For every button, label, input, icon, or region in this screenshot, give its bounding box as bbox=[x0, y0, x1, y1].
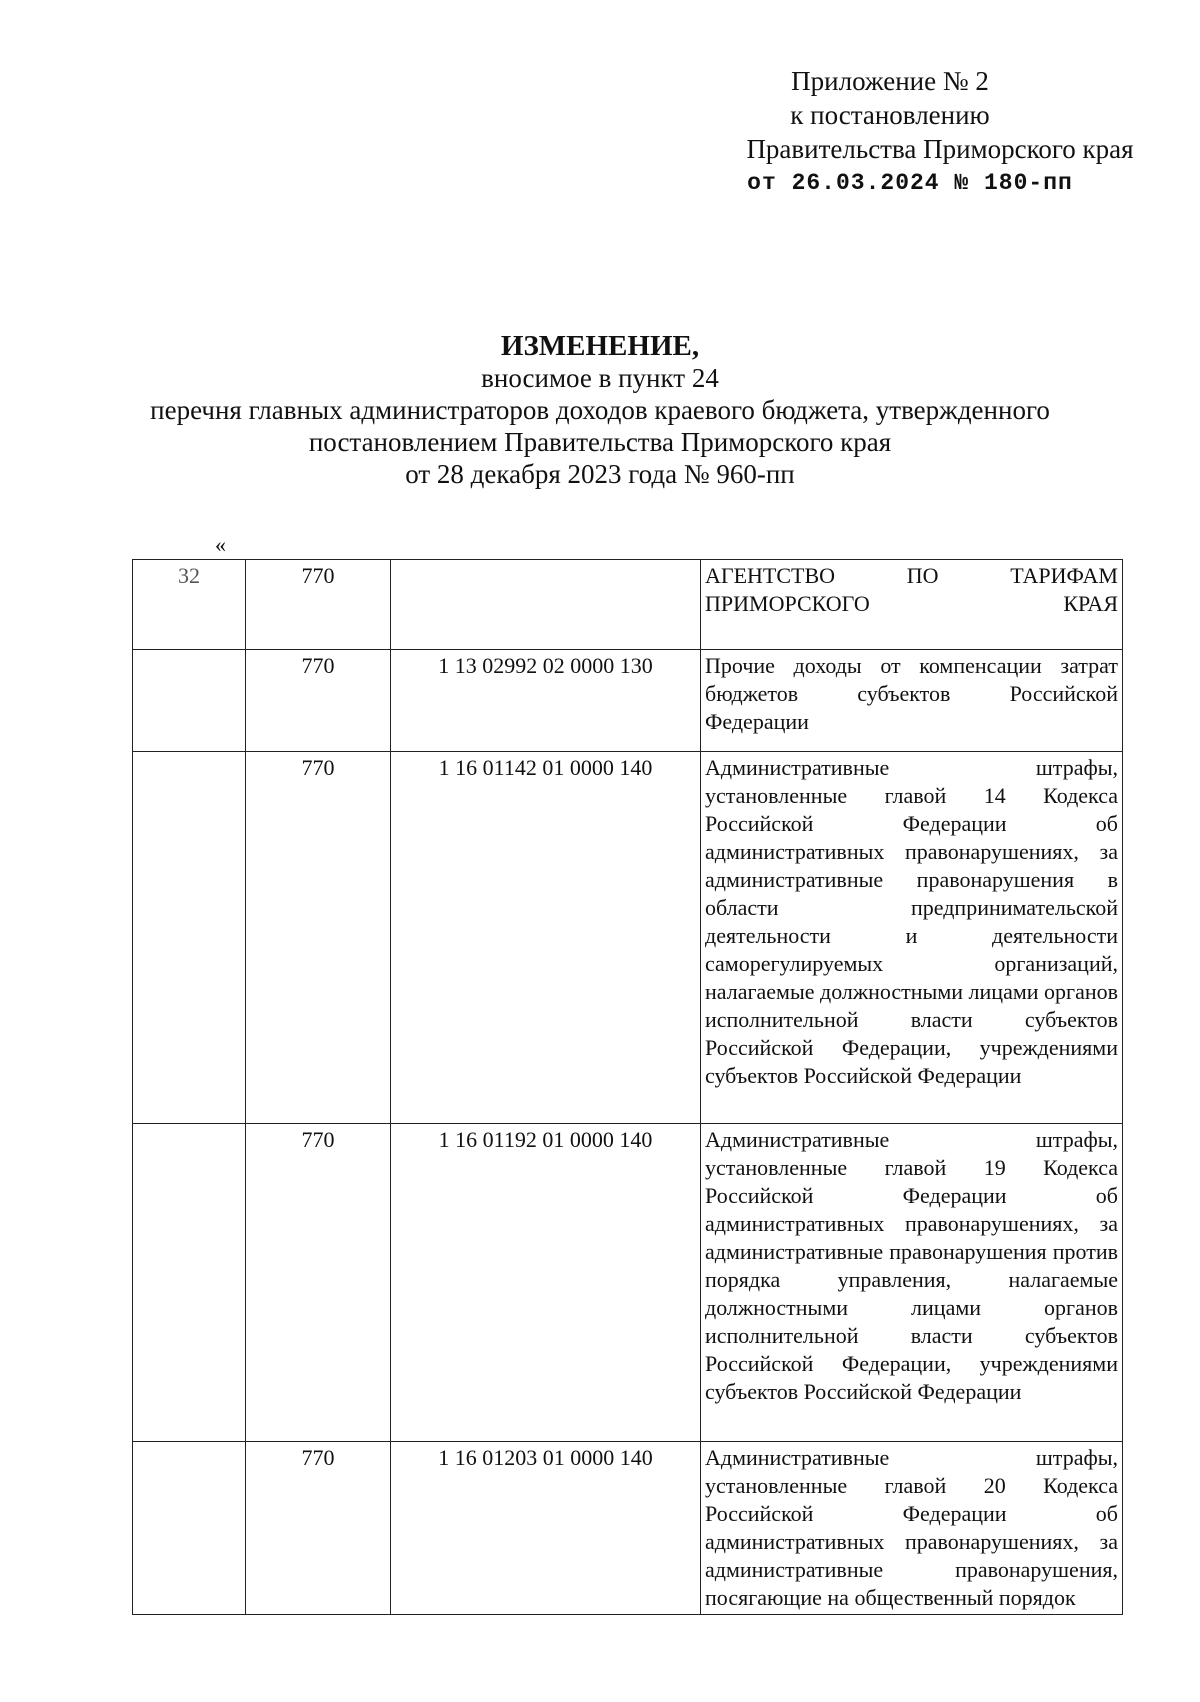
row-number-cell bbox=[133, 650, 246, 752]
revenue-administrators-table bbox=[132, 559, 1123, 1615]
appendix-header bbox=[640, 64, 1140, 200]
appendix-line-3: Правительства Приморского края bbox=[746, 134, 1134, 164]
revenue-code-cell: 1 16 01192 01 0000 140 bbox=[391, 1124, 701, 1442]
revenue-name-cell: Административные штрафы, установленные главой 20 Кодекса Российской Федерации об административных правонарушениях, за административные правонарушения, посягающие на общественный порядок bbox=[701, 1442, 1123, 1615]
administrator-code-cell: 770 bbox=[246, 1442, 391, 1615]
table-row bbox=[133, 560, 1123, 650]
revenue-code-cell bbox=[391, 560, 701, 650]
revenue-name-cell: Административные штрафы, установленные главой 14 Кодекса Российской Федерации об административных правонарушениях, за административные правонарушения в области предпринимательской деятельности и деятельности саморегулируемых организаций, налагаемые должностными лицами органов исполнительной власти субъектов Российской Федерации, учреждениями субъектов Российской Федерации bbox=[701, 752, 1123, 1124]
appendix-line-2: к постановлению bbox=[790, 100, 990, 130]
row-number-cell bbox=[133, 752, 246, 1124]
table-row bbox=[133, 1124, 1123, 1442]
row-number-cell: 32 bbox=[133, 560, 246, 650]
row-number-cell bbox=[133, 1442, 246, 1615]
revenue-name-cell: АГЕНТСТВО ПО ТАРИФАМ ПРИМОРСКОГО КРАЯ bbox=[701, 560, 1123, 650]
opening-quote-mark: « bbox=[215, 532, 226, 557]
document-title: ИЗМЕНЕНИЕ, bbox=[500, 330, 700, 362]
heading-line-2: вносимое в пункт 24 bbox=[481, 363, 719, 393]
row-number-cell bbox=[133, 1124, 246, 1442]
heading-line-3: перечня главных администраторов доходов краевого бюджета, утвержденного bbox=[150, 395, 1050, 425]
appendix-date-number: от 26.03.2024 № 180-пп bbox=[747, 170, 1073, 196]
revenue-name-cell: Административные штрафы, установленные главой 19 Кодекса Российской Федерации об административных правонарушениях, за административные правонарушения против порядка управления, налагаемые должностными лицами органов исполнительной власти субъектов Российской Федерации, учреждениями субъектов Российской Федерации bbox=[701, 1124, 1123, 1442]
revenue-code-cell: 1 13 02992 02 0000 130 bbox=[391, 650, 701, 752]
heading-line-4: постановлением Правительства Приморского края bbox=[308, 427, 892, 457]
administrator-code-cell: 770 bbox=[246, 650, 391, 752]
administrator-code-cell: 770 bbox=[246, 752, 391, 1124]
table-row bbox=[133, 650, 1123, 752]
table-row bbox=[133, 1442, 1123, 1615]
administrator-code-cell: 770 bbox=[246, 560, 391, 650]
table-row bbox=[133, 752, 1123, 1124]
heading-line-5: от 28 декабря 2023 года № 960-пп bbox=[405, 459, 795, 489]
revenue-code-cell: 1 16 01203 01 0000 140 bbox=[391, 1442, 701, 1615]
revenue-name-cell: Прочие доходы от компенсации затрат бюджетов субъектов Российской Федерации bbox=[701, 650, 1123, 752]
document-heading bbox=[0, 330, 1200, 490]
administrator-code-cell: 770 bbox=[246, 1124, 391, 1442]
appendix-line-1: Приложение № 2 bbox=[791, 66, 989, 96]
revenue-code-cell: 1 16 01142 01 0000 140 bbox=[391, 752, 701, 1124]
